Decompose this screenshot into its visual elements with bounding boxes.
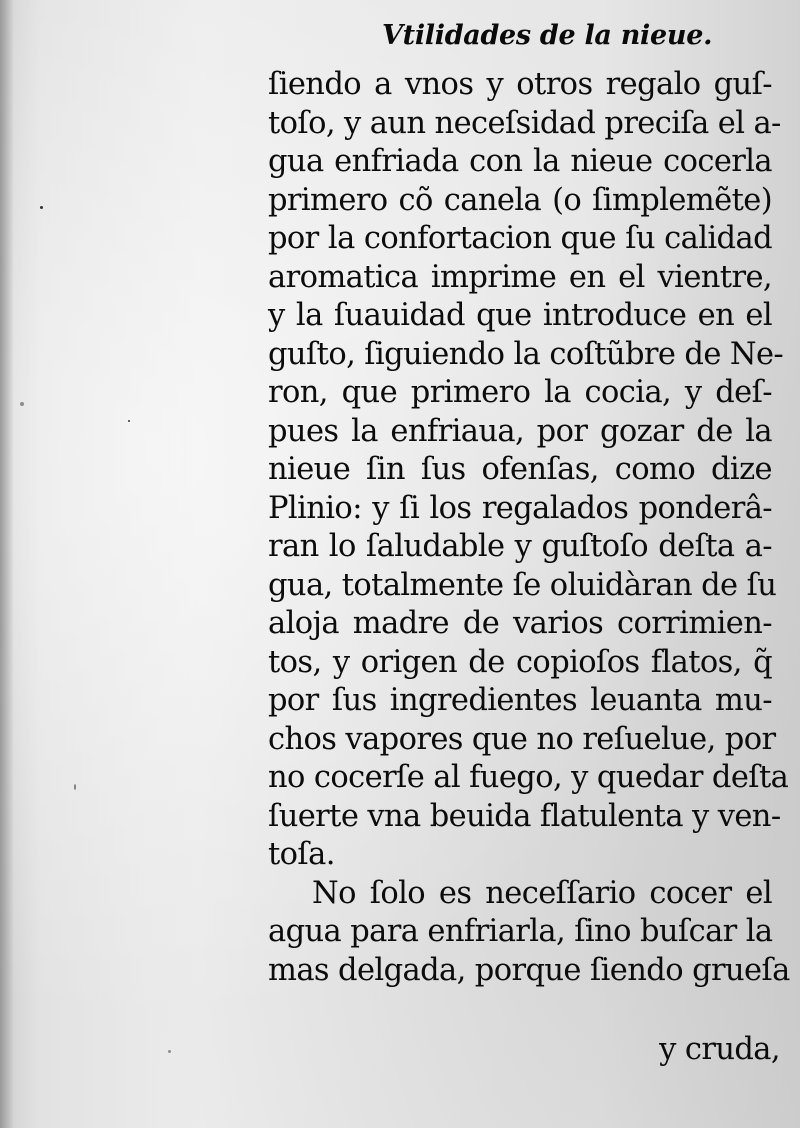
text-line: por ſus ingredientes leuanta mu- <box>268 683 772 718</box>
text-line: pues la enfriaua, por gozar de la <box>268 413 772 449</box>
page-gutter-shadow <box>0 0 14 1128</box>
text-line: y la ſuauidad que introduce en el <box>268 298 772 333</box>
text-line: mas delgada, porque ſiendo grueſa <box>268 952 790 988</box>
ink-speck <box>20 402 24 406</box>
text-line: ſiendo a vnos y otros regalo guſ- <box>268 67 772 102</box>
text-line: nieue ſin ſus ofenſas, como dize <box>268 452 772 487</box>
text-line: ron, que primero la cocia, y deſ- <box>268 375 772 410</box>
text-line: chos vapores que no reſuelue, por <box>268 721 776 757</box>
text-line: aromatica imprime en el vientre, <box>268 259 772 295</box>
text-line: gua, totalmente ſe oluidàran de ſu <box>268 567 777 603</box>
paragraph-start-line: No ſolo es neceſſario cocer el <box>312 875 772 911</box>
text-line: ſuerte vna beuida flatulenta y ven- <box>268 798 781 834</box>
text-line: toſo, y aun neceſsidad preciſa el a- <box>268 105 781 141</box>
ink-speck <box>74 784 76 790</box>
ink-speck <box>168 1050 171 1053</box>
body-text <box>268 66 790 990</box>
text-line: gua enfriada con la nieue cocerla <box>268 144 772 179</box>
text-line: tos, y origen de copioſos flatos, q̃ <box>268 644 772 680</box>
text-line: guſto, ſiguiendo la coſtũbre de Ne- <box>268 336 784 372</box>
text-line: toſa. <box>268 837 335 872</box>
ink-speck <box>40 206 43 209</box>
text-line: ran lo ſaludable y guſtoſo deſta a- <box>268 529 772 564</box>
ink-speck <box>128 420 130 422</box>
text-line: no cocerſe al fuego, y quedar deſta <box>268 760 789 795</box>
text-line: Plinio: y ſi los regalados ponderâ- <box>268 490 772 526</box>
text-line: aloja madre de varios corrimien- <box>268 606 772 641</box>
catchword: y cruda, <box>659 1032 780 1067</box>
text-line: por la confortacion que ſu calidad <box>268 221 772 256</box>
text-line: agua para enfriarla, ſino buſcar la <box>268 914 773 949</box>
text-line: primero cõ canela (o ſimplemẽte) <box>268 182 772 218</box>
running-title: Vtilidades de la nieue. <box>382 20 713 51</box>
